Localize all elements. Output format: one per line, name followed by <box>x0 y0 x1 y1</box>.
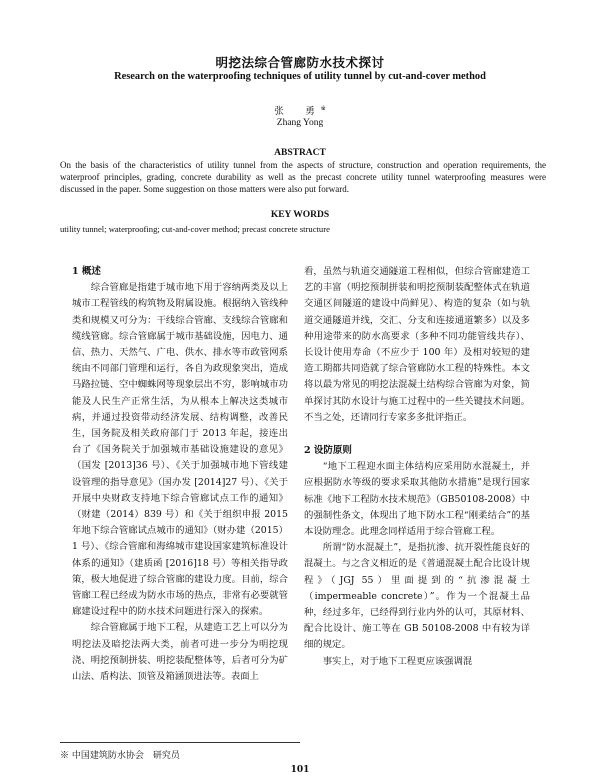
paper-title-chinese: 明挖法综合管廊防水技术探讨 <box>215 55 385 70</box>
author-affiliation-footnote: ※ 中国建筑防水协会 研究员 <box>60 751 180 761</box>
paper-title-english: Research on the waterproofing techniques of utility tunnel by cut-and-cover method <box>114 71 486 82</box>
section-1-paragraph-2-continued: 看，虽然与轨道交通隧道工程相似，但综合管廊建造工艺的丰富（明挖预制拼装和明挖预制装配整体式在轨道交通区间隧道的建设中尚鲜见）、构造的复杂（如与轨道交通隧道并线，交汇、分支和连接通道繁多）以及多种用途带来的防水高要求（多种不同功能管线共存）、长设计使用寿命（不应少于 100 年）及相对较短的建造工期都共同造就了综合管廊防水工程的特殊性。本文将以最为常见的明挖法混凝土结构综合管廊为对象，简单探讨其防水设计与施工过程中的一些关键技术问题。不当之处，还请同行专家多多批评指正。 <box>304 266 530 423</box>
section-1-paragraph-2: 综合管廊属于地下工程，从建造工艺上可以分为明挖法及暗挖法两大类，前者可进一步分为明挖现浇、明挖预制拼装、明挖装配整体等，后者可分为矿山法、盾构法、顶管及箱涵顶进法等。表面上 <box>72 622 288 683</box>
section-1-heading: 1 概述 <box>72 266 101 277</box>
section-2-heading: 2 设防原则 <box>304 445 352 457</box>
author-name-chinese-text: 张 勇 <box>274 106 321 117</box>
keywords-body: utility tunnel; waterproofing; cut-and-cover method; precast concrete structure <box>60 224 330 234</box>
footnote-divider <box>60 742 300 743</box>
left-column <box>72 264 288 685</box>
abstract-body: On the basis of the characteristics of utility tunnel from the aspects of structure, construction and operation requirements, the waterproof principles, grading, concrete durability as well as the precast concrete utility tunnel waterproofing measures were discussed in the paper. Some suggestion on those matters were also put forward. <box>60 160 546 194</box>
keywords-heading: KEY WORDS <box>270 210 330 220</box>
author-name-chinese <box>0 103 600 117</box>
section-2-paragraph-1: “地下工程迎水面主体结构应采用防水混凝土，并应根据防水等级的要求采取其他防水措施”是现行国家标准《地下工程防水技术规范》（GB50108-2008）中的强制性条文，体现出了地下防水工程“刚柔结合”的基本设防理念。此理念同样适用于综合管廊工程。 <box>304 461 530 538</box>
section-2-paragraph-3: 事实上，对于地下工程更应该强调混 <box>322 655 473 667</box>
section-2-paragraph-2: 所谓“防水混凝土”，是指抗渗、抗开裂性能良好的混凝土。与之含义相近的是《普通混凝土配合比设计规程》（JGJ 55）里面提到的“抗渗混凝土（impermeable concrete）”。作为一个混凝土品种，经过多年，已经得到行业内外的认可，其原材料、配合比设计、施工等在 GB 50108-2008 中有较为详细的规定。 <box>304 542 530 651</box>
author-footnote-mark: ※ <box>320 104 326 112</box>
author-name-english: Zhang Yong <box>276 118 324 128</box>
right-column <box>304 264 530 670</box>
page-number: 101 <box>290 765 310 775</box>
abstract-heading: ABSTRACT <box>274 148 326 158</box>
section-1-paragraph-1: 综合管廊是指建于城市地下用于容纳两类及以上城市工程管线的构筑物及附属设施。根据纳入管线种类和规模又可分为：干线综合管廊、支线综合管廊和缆线管廊。综合管廊属于城市基础设施，因电力、通信、热力、天然气、广电、供水、排水等市政管网系统由不同部门管理和运行，各自为政现象突出，造成马路拉链、空中蜘蛛网等现象层出不穷，影响城市功能及人民生产正常生活，为从根本上解决这类城市病，并通过投资带动经济发展、结构调整，改善民生，国务院及相关政府部门于 2013 年起，接连出台了《国务院关于加强城市基础设施建设的意见》（国发 [2013]36 号）、《关于加强城市地下管线建设管理的指导意见》（国办发 [2014]27 号）、《关于开展中央财政支持地下综合管廊试点工作的通知》（财建（2014）839 号）和《关于组织申报 2015 年地下综合管廊试点城市的通知》（财办建（2015）1 号）、《综合管廊和海绵城市建设国家建筑标准设计体系的通知》（建质函 [2016]18 号）等相关指导政策，极大地促进了综合管廊的建设力度。目前，综合管廊工程已经成为防水市场的热点，非常有必要就管廊建设过程中的防水技术问题进行深入的探索。 <box>72 282 288 618</box>
